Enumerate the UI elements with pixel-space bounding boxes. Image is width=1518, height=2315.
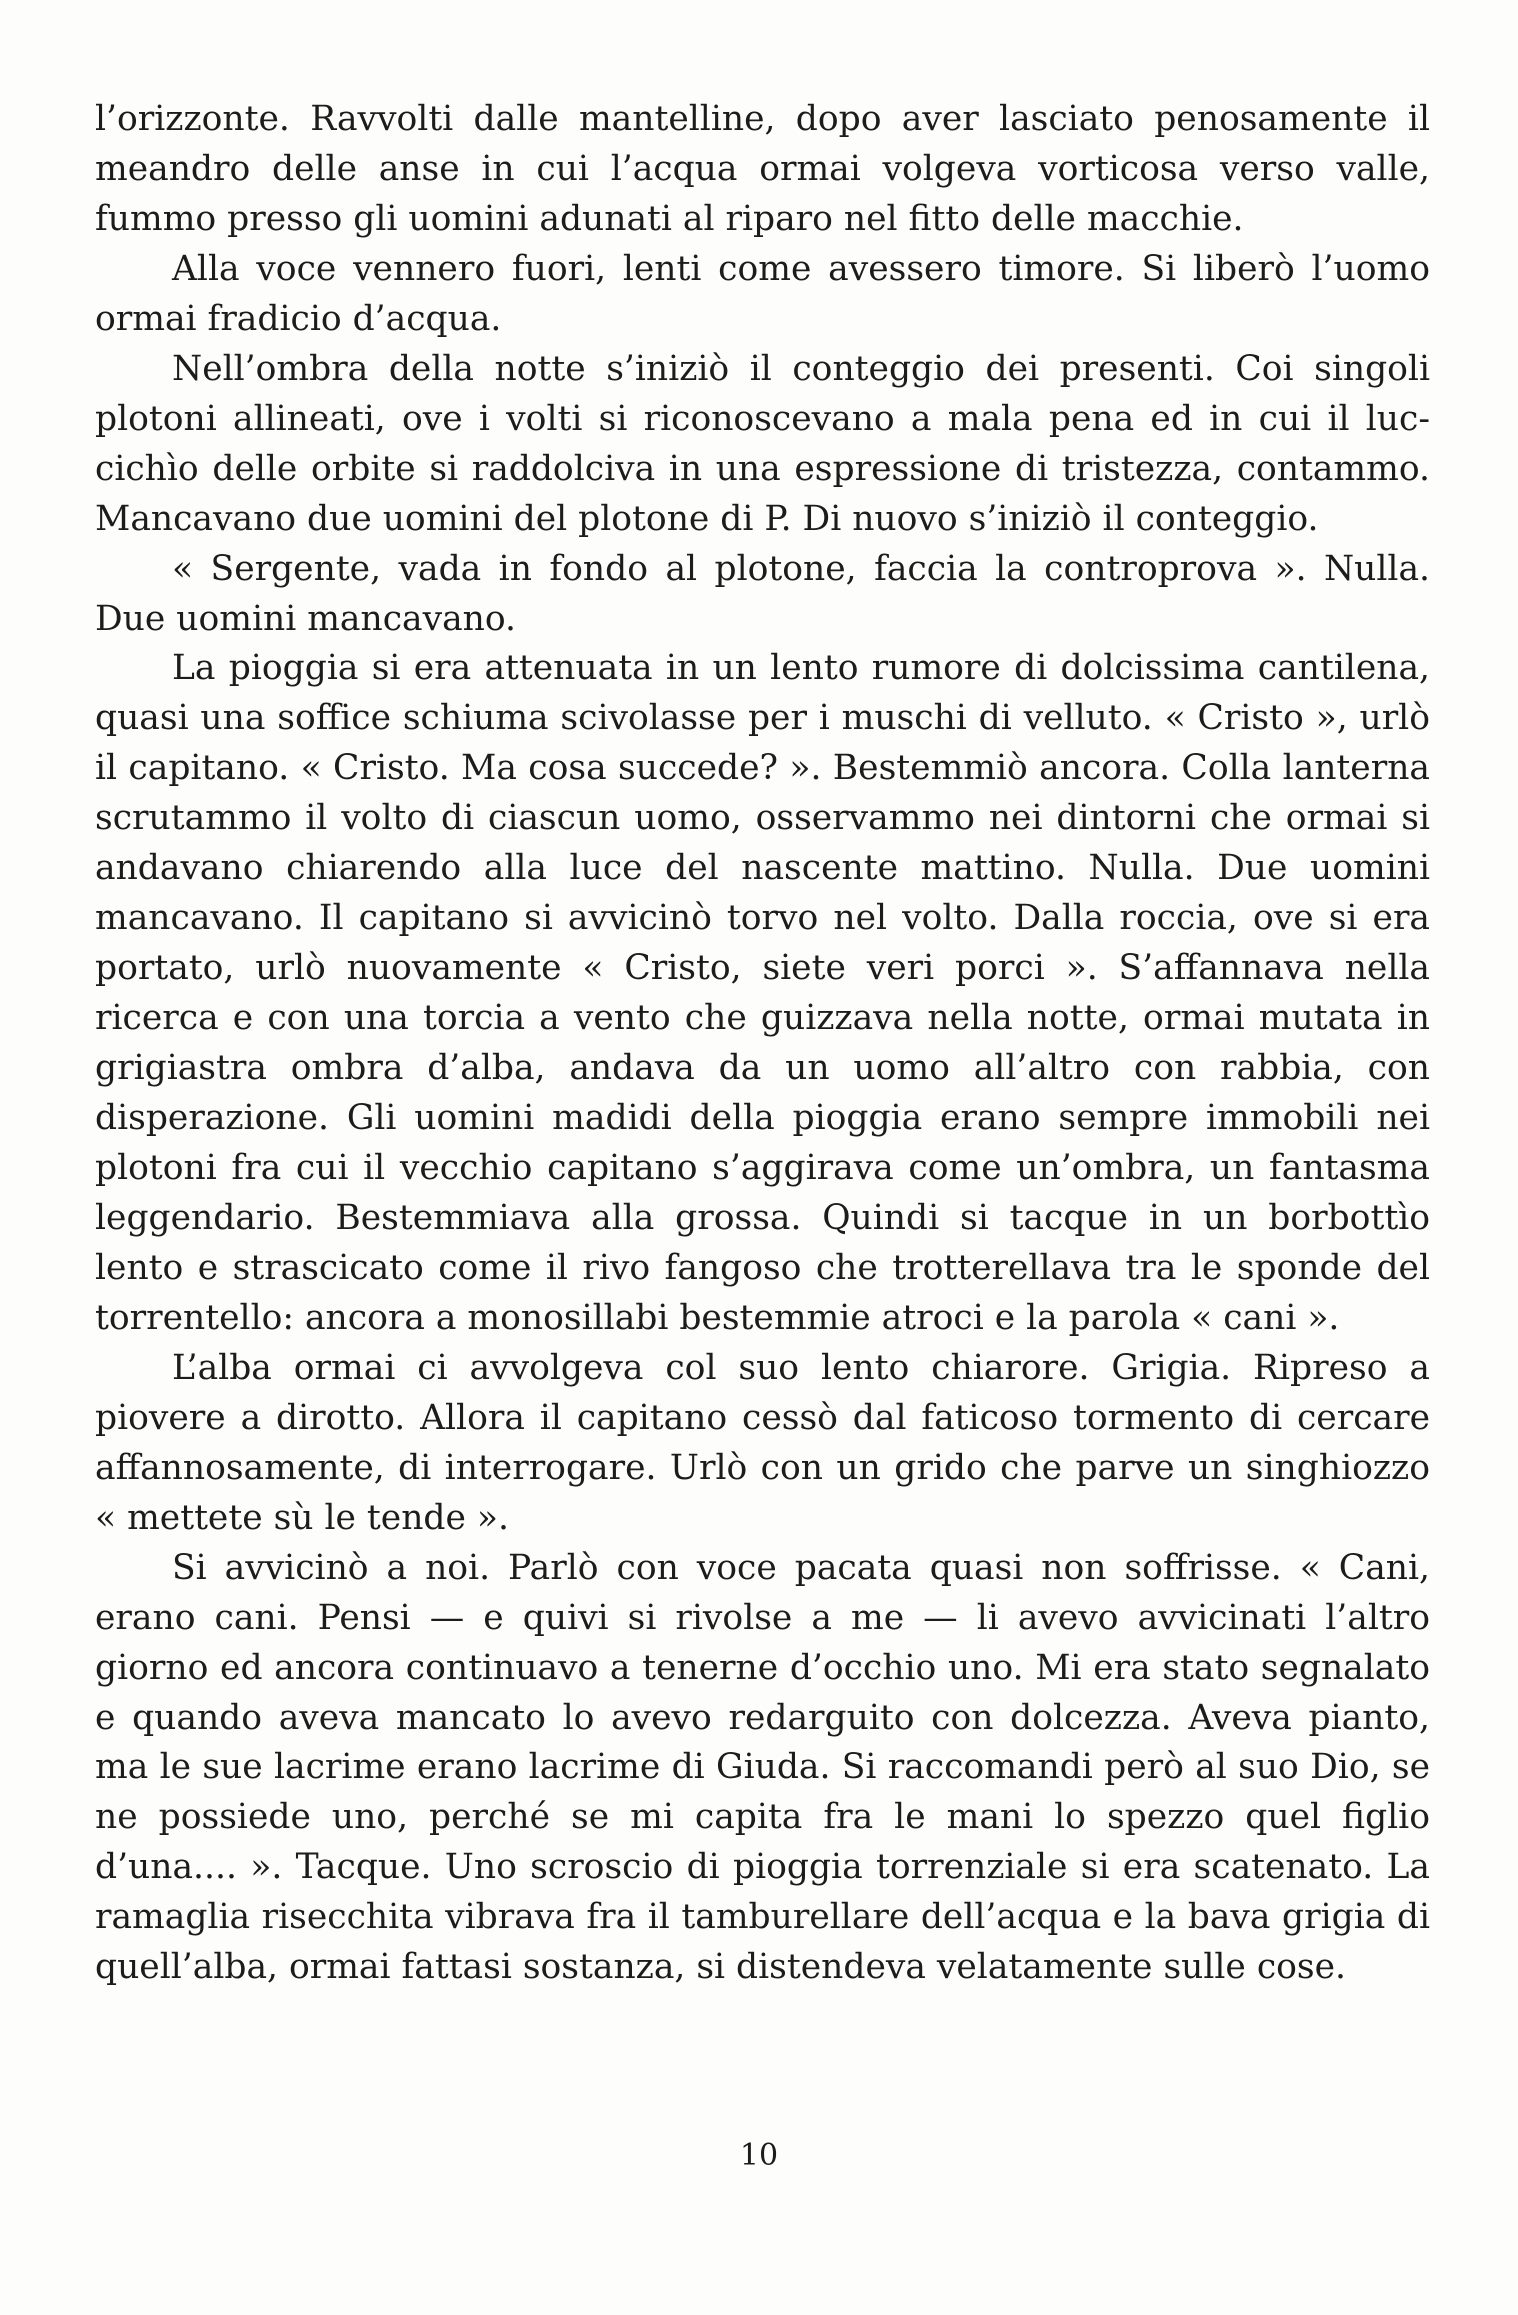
paragraph: Alla voce vennero fuori, lenti come avessero timore. Si liberò l’uomo ormai fradicio d’acqua. xyxy=(95,248,1430,339)
page-number: 10 xyxy=(739,2138,779,2173)
paragraph: La pioggia si era attenuata in un lento rumore di dolcissima cantilena, quasi una soffice schiuma scivolasse per i muschi di velluto. « Cristo », urlò il capitano. « Cristo. Ma cosa succede? ». Bestemmiò ancora. Colla lanterna scrutammo il volto di ciascun uomo, osservammo nei dintorni che ormai si andavano chiarendo alla luce del nascente mattino. Nulla. Due uomini mancavano. Il capitano si avvicinò torvo nel volto. Dalla roccia, ove si era portato, urlò nuovamente « Cristo, siete veri porci ». S’affannava nella ricerca e con una torcia a vento che guizzava nella notte, ormai mutata in grigiastra ombra d’alba, andava da un uomo all’altro con rabbia, con disperazione. Gli uomini madidi della pioggia erano sempre immobili nei plotoni fra cui il vecchio capitano s’aggirava come un’ombra, un fantasma leggendario. Bestemmiava alla grossa. Quindi si tacque in un borbottìo lento e strascicato come il rivo fangoso che trotterellava tra le sponde del torrentello: ancora a monosillabi bestemmie atroci e la parola « cani ». xyxy=(95,648,1430,1338)
paragraph: L’alba ormai ci avvolgeva col suo lento chiarore. Grigia. Ripreso a piovere a dirotto. Allora il capitano cessò dal faticoso tormento di cercare affannosamente, di interrogare. Urlò con un grido che parve un singhiozzo « mettete sù le tende ». xyxy=(95,1347,1430,1538)
paragraph: Nell’ombra della notte s’iniziò il conteggio dei presenti. Coi singoli plotoni allineati, ove i volti si riconoscevano a mala pena ed in cui il luccichìo delle orbite si raddolciva in una espressione di tristezza, contammo. Mancavano due uomini del plotone di P. Di nuovo s’iniziò il conteggio. xyxy=(95,348,1430,539)
paragraph: l’orizzonte. Ravvolti dalle mantelline, dopo aver lasciato penosamente il meandro delle anse in cui l’acqua ormai volgeva vorticosa verso valle, fummo presso gli uomini adunati al riparo nel fitto delle macchie. xyxy=(95,99,1430,239)
body-text xyxy=(95,95,1430,1993)
paragraph: « Sergente, vada in fondo al plotone, faccia la controprova ». Nulla. Due uomini mancavano. xyxy=(95,548,1430,639)
paragraph: Si avvicinò a noi. Parlò con voce pacata quasi non soffrisse. « Cani, erano cani. Pensi — e quivi si rivolse a me — li avevo avvicinati l’altro giorno ed ancora continuavo a tenerne d’occhio uno. Mi era stato segnalato e quando aveva mancato lo avevo redarguito con dolcezza. Aveva pianto, ma le sue lacrime erano lacrime di Giuda. Si raccomandi però al suo Dio, se ne possiede uno, perché se mi capita fra le mani lo spezzo quel figlio d’una.... ». Tacque. Uno scroscio di pioggia torrenziale si era scatenato. La ramaglia risecchita vibrava fra il tamburellare dell’acqua e la bava grigia di quell’alba, ormai fattasi sostanza, si distendeva velatamente sulle cose. xyxy=(95,1547,1430,1988)
